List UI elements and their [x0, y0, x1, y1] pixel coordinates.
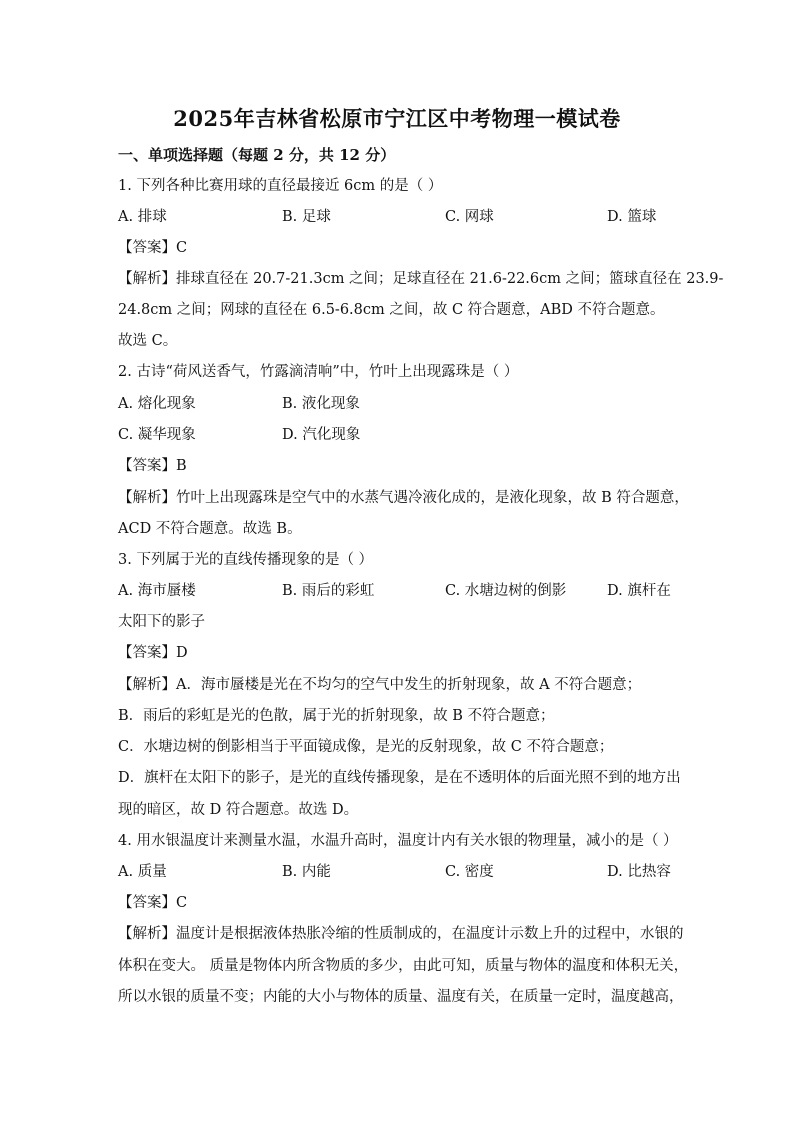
q2-option-c: C. 凝华现象 — [118, 427, 196, 443]
q2-option-b: B. 液化现象 — [282, 396, 360, 412]
q4-analysis-line: 体积在变大。 质量是物体内所含物质的多少，由此可知，质量与物体的温度和体积无关， — [118, 958, 689, 974]
section-heading: 一、单项选择题（每题 2 分，共 12 分） — [118, 146, 396, 164]
question-2-stem: 2. 古诗“荷风送香气，竹露滴清响”中，竹叶上出现露珠是（ ） — [118, 364, 519, 380]
q1-option-d: D. 篮球 — [607, 209, 657, 225]
q2-analysis-line: 【解析】竹叶上出现露珠是空气中的水蒸气遇冷液化成的，是液化现象，故 B 符合题意， — [118, 490, 689, 506]
q3-analysis-line: 【解析】A．海市蜃楼是光在不均匀的空气中发生的折射现象，故 A 不符合题意； — [118, 677, 642, 693]
q2-option-d: D. 汽化现象 — [282, 427, 361, 443]
q1-option-a: A. 排球 — [118, 209, 167, 225]
q3-analysis-line: D．旗杆在太阳下的影子，是光的直线传播现象，是在不透明体的后面光照不到的地方出 — [118, 770, 681, 786]
q3-option-d-continued: 太阳下的影子 — [118, 614, 205, 630]
q4-answer: 【答案】C — [118, 895, 188, 911]
q2-answer: 【答案】B — [118, 458, 187, 474]
q3-analysis-line: 现的暗区，故 D 符合题意。故选 D。 — [118, 802, 359, 818]
q1-analysis-line: 故选 C。 — [118, 333, 178, 349]
question-3-stem: 3. 下列属于光的直线传播现象的是（ ） — [118, 552, 374, 568]
q2-option-a: A. 熔化现象 — [118, 396, 196, 412]
q1-analysis-line: 【解析】排球直径在 20.7-21.3cm 之间；足球直径在 21.6-22.6cm 之间；篮球直径在 23.9- — [118, 271, 724, 287]
q3-answer: 【答案】D — [118, 645, 188, 661]
q1-option-b: B. 足球 — [282, 209, 331, 225]
q4-analysis-line: 【解析】温度计是根据液体热胀冷缩的性质制成的，在温度计示数上升的过程中，水银的 — [118, 926, 684, 942]
q3-analysis-line: C．水塘边树的倒影相当于平面镜成像，是光的反射现象，故 C 不符合题意； — [118, 739, 614, 755]
q1-analysis-line: 24.8cm 之间；网球的直径在 6.5-6.8cm 之间，故 C 符合题意，ABD 不符合题意。 — [118, 302, 665, 318]
q3-option-b: B. 雨后的彩虹 — [282, 583, 375, 599]
q4-option-c: C. 密度 — [445, 864, 494, 880]
q1-answer: 【答案】C — [118, 240, 188, 256]
q4-option-a: A. 质量 — [118, 864, 167, 880]
q4-option-d: D. 比热容 — [607, 864, 671, 880]
page-title: 2025年吉林省松原市宁江区中考物理一模试卷 — [173, 106, 621, 131]
q2-analysis-line: ACD 不符合题意。故选 B。 — [118, 521, 302, 537]
q3-option-a: A. 海市蜃楼 — [118, 583, 196, 599]
q1-option-c: C. 网球 — [445, 209, 494, 225]
q3-option-c: C. 水塘边树的倒影 — [445, 583, 567, 599]
q4-option-b: B. 内能 — [282, 864, 331, 880]
q4-analysis-line: 所以水银的质量不变；内能的大小与物体的质量、温度有关，在质量一定时，温度越高， — [118, 989, 684, 1005]
question-1-stem: 1. 下列各种比赛用球的直径最接近 6cm 的是（ ） — [118, 178, 443, 194]
question-4-stem: 4. 用水银温度计来测量水温，水温升高时，温度计内有关水银的物理量，减小的是（ ） — [118, 833, 678, 849]
q3-option-d: D. 旗杆在 — [607, 583, 671, 599]
q3-analysis-line: B．雨后的彩虹是光的色散，属于光的折射现象，故 B 不符合题意； — [118, 708, 555, 724]
